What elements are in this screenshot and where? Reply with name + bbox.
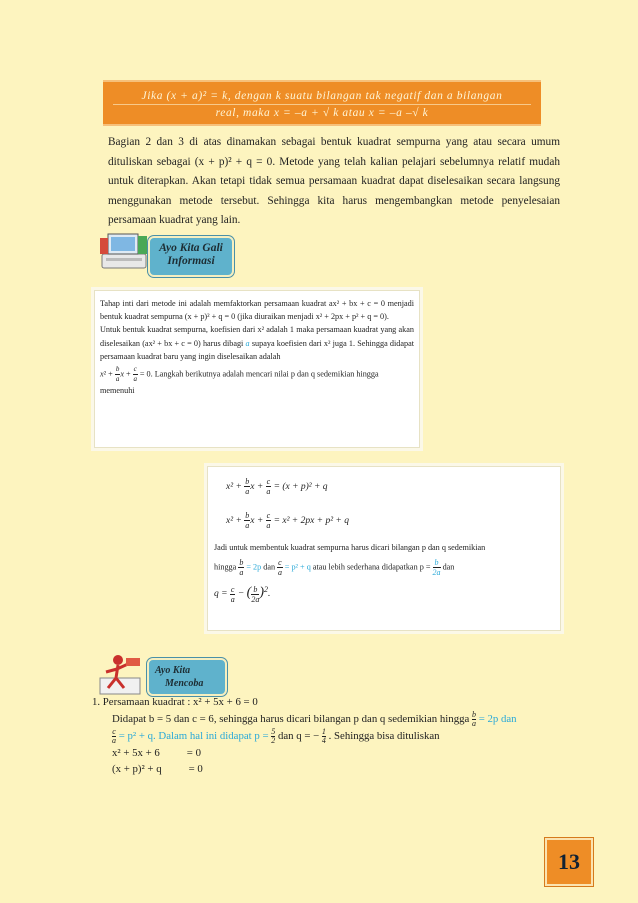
exercise-line-3: $\frac{c}{a}$ = p² + q. Dalam hal ini didapat p = $\frac{5}{2}$ dan q = − $\frac{1}{4}$ . Sehingga bisa dituliskan (112, 726, 440, 745)
intro-paragraph: Bagian 2 dan 3 di atas dinamakan sebagai bentuk kuadrat sempurna yang atau secara umum dituliskan sebagai (x + p)² + q = 0. Metode yang telah kalian pelajari sebelumnya relatif mudah untuk diterapkan. Akan tetapi tidak semua persamaan kuadrat dapat diselesaikan secara langsung menggunakan metode tersebut. Sehingga kita harus mengembangkan metode penyelesaian persamaan kuadrat yang lain. (108, 136, 560, 227)
page-number: 13 (545, 838, 593, 886)
exercise-line-2: Didapat b = 5 dan c = 6, sehingga harus dicari bilangan p dan q sedemikian hingga $\frac{b}{a}$ = 2p dan (112, 709, 517, 728)
box1-paragraph-2: Untuk bentuk kuadrat sempurna, koefisien dari x² adalah 1 maka persamaan kuadrat yang akan diselesaikan (ax² + bx + c = 0) harus dibagi a supaya koefisien dari x² juga 1. Sehingga didapat persamaan kuadrat baru yang ingin diselesaikan adalah (100, 325, 415, 361)
theorem-banner (103, 80, 541, 126)
box1-paragraph-3: x² + $\frac{b}{a}$ x + $\frac{c}{a}$ = 0. Langkah berikutnya adalah mencari nilai p dan q sedemikian hingga memenuhi (100, 365, 379, 396)
box2-text-2: hingga $\frac{b}{a}$ = 2p dan $\frac{c}{a}$ = p² + q atau lebih sederhana didapatkan p = $\frac{b}{2a}$ dan (214, 558, 455, 578)
section-label-ayo-kita-mencoba: Ayo Kita Mencoba (147, 658, 227, 696)
exercise-item-1: 1. Persamaan kuadrat : x² + 5x + 6 = 0 (92, 696, 258, 708)
banner-line-1: Jika (x + a)² = k, dengan k suatu bilangan tak negatif dan a bilangan (141, 90, 503, 102)
box2-equation-2: x² + $\frac{b}{a}$ x + $\frac{c}{a}$ = x² + 2px + p² + q (226, 511, 349, 531)
exercise-line-5: (x + p)² + q = 0 (112, 763, 203, 776)
box1-paragraph-1: Tahap inti dari metode ini adalah memfaktorkan persamaan kuadrat ax² + bx + c = 0 menjadi bentuk kuadrat sempurna (x + p)² + q = 0 (jika diuraikan menjadi x² + 2px + p² + q = 0). (100, 299, 414, 322)
banner-line-2: real, maka x = –a + √ k atau x = –a –√ k (215, 107, 429, 119)
computer-books-icon (98, 228, 150, 272)
section-label-ayo-kita-gali-informasi: Ayo Kita Gali Informasi (148, 236, 234, 277)
banner-divider (113, 104, 531, 105)
box2-equation-1: x² + $\frac{b}{a}$ x + $\frac{c}{a}$ = (x + p)² + q (226, 477, 328, 497)
info-box-1 (94, 290, 420, 448)
person-running-icon (96, 652, 148, 698)
exercise-line-4: x² + 5x + 6 = 0 (112, 746, 201, 759)
box2-equation-q: q = $\frac{c}{a}$ − ( $\frac{b}{2a}$ )$^2$. (214, 584, 271, 604)
info-box-2 (207, 466, 561, 631)
exercise-section (92, 694, 572, 778)
box2-text-1: Jadi untuk membentuk kuadrat sempurna harus dicari bilangan p dan q sedemikian (214, 543, 486, 552)
